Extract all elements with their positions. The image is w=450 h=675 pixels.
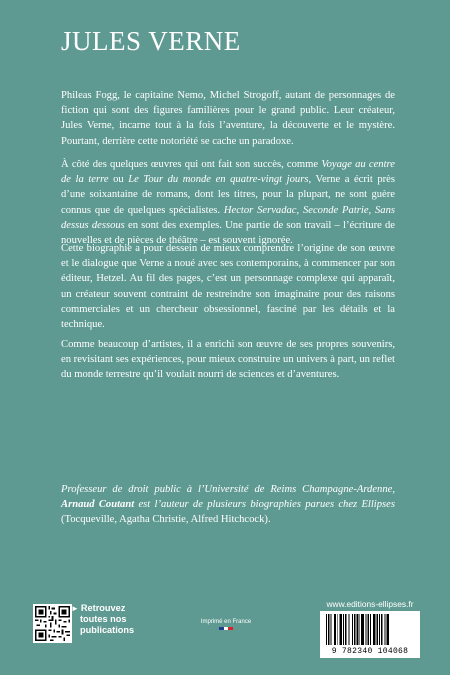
barcode-bar	[386, 614, 389, 645]
author-name: Arnaud Coutant	[61, 499, 135, 511]
qr-code-icon[interactable]	[33, 604, 72, 643]
barcode-bar	[345, 614, 347, 645]
author-bio-end: .	[267, 514, 271, 526]
find-publications-line: ► Retrouvez	[71, 603, 126, 613]
book-titles-lesser-known: Hector Servadac, Seconde Patrie, Sans dessus dessous	[61, 204, 395, 231]
barcode-bar	[370, 614, 371, 645]
paragraph-works-text: À côté des quelques œuvres qui ont fait son succès, comme	[61, 159, 322, 170]
author-bio-text: Professeur de droit public à l’Université de Reims Champagne-Ardenne,	[61, 484, 395, 495]
barcode-bar	[381, 614, 383, 645]
author-bio-books: (Tocqueville, Agatha Christie, Alfred Hitchcock)	[61, 514, 268, 526]
paragraph-works-text: ou	[108, 174, 129, 186]
barcode-bar	[337, 614, 338, 645]
paragraph-conclusion: Comme beaucoup d’artistes, il a enrichi son œuvre de ses propres souvenirs, en revisitant ses expériences, pour mieux construire un univers à part, un reflet du monde terrestre qu’il voulait nourri de sciences et d’aventures.	[61, 339, 395, 381]
page-title: JULES VERNE	[61, 26, 241, 56]
printed-in-france-text: Imprimé en France	[200, 619, 252, 625]
find-publications-line: toutes nos	[80, 614, 127, 624]
printed-in-france-label	[196, 619, 256, 630]
author-bio-text: est l’auteur de plusieurs biographies parues chez Ellipses	[134, 499, 395, 511]
barcode-bar	[373, 614, 376, 645]
barcode-bar	[343, 614, 344, 645]
barcode-bar	[326, 614, 327, 645]
paragraph-works	[61, 157, 395, 248]
paragraph-intro: Phileas Fogg, le capitaine Nemo, Michel Strogoff, autant de personnages de fiction qui sont des figures familières pour le grand public. Leur créateur, Jules Verne, incarne tout à la fois l’aventure, la découverte et le mystère. Pourtant, derrière cette notoriété se cache un paradoxe.	[61, 90, 395, 147]
paragraph-purpose: Cette biographie a pour dessein de mieux comprendre l’origine de son œuvre et le dialogue que Verne a noué avec ses contemporains, à commencer par son éditeur, Hetzel. Au fil des pages, c’est un personnage complexe qui apparaît, un créateur souvent contraint de restreindre son imaginaire pour des raisons commerciales et un chercheur obsessionnel, fasciné par les détails et la technique.	[61, 243, 395, 331]
publisher-website[interactable]: www.editions-ellipses.fr	[326, 599, 414, 609]
barcode-bar	[376, 614, 378, 645]
barcode-bar	[385, 614, 386, 645]
barcode-bar	[349, 614, 350, 645]
barcode-bar	[334, 614, 336, 645]
barcode-bar	[331, 614, 332, 645]
barcode-bar	[359, 614, 360, 645]
paragraph-works-text: , Verne a écrit près d’une soixantaine de romans, dont les titres, pour la plupart, ne sont guère connus que de quelques spécialistes.	[61, 174, 396, 216]
barcode-bar	[379, 614, 380, 645]
triangle-right-icon: ►	[71, 604, 79, 613]
barcode-bar	[328, 614, 330, 645]
find-publications-link[interactable]	[71, 603, 134, 636]
book-title-tour-du-monde: Le Tour du monde en quatre-vingt jours	[128, 174, 309, 186]
book-title-voyage: Voyage au centre de la terre	[61, 159, 395, 186]
barcode-bar	[361, 614, 364, 645]
paragraph-works-text: en sont des exemples. Une partie de son travail – l’écriture de nouvelles et de pièces de théâtre – est souvent ignorée.	[61, 219, 395, 247]
barcode-bar	[340, 614, 343, 645]
author-bio	[61, 482, 395, 528]
barcode-bar	[352, 614, 353, 645]
barcode-bar	[366, 614, 367, 645]
find-publications-line: publications	[80, 625, 135, 635]
barcode-bar	[354, 614, 356, 645]
barcode-bar	[357, 614, 359, 645]
french-flag-icon	[219, 627, 233, 630]
barcode-bar	[367, 614, 369, 645]
isbn-number: 9 782340 104068	[331, 647, 409, 656]
